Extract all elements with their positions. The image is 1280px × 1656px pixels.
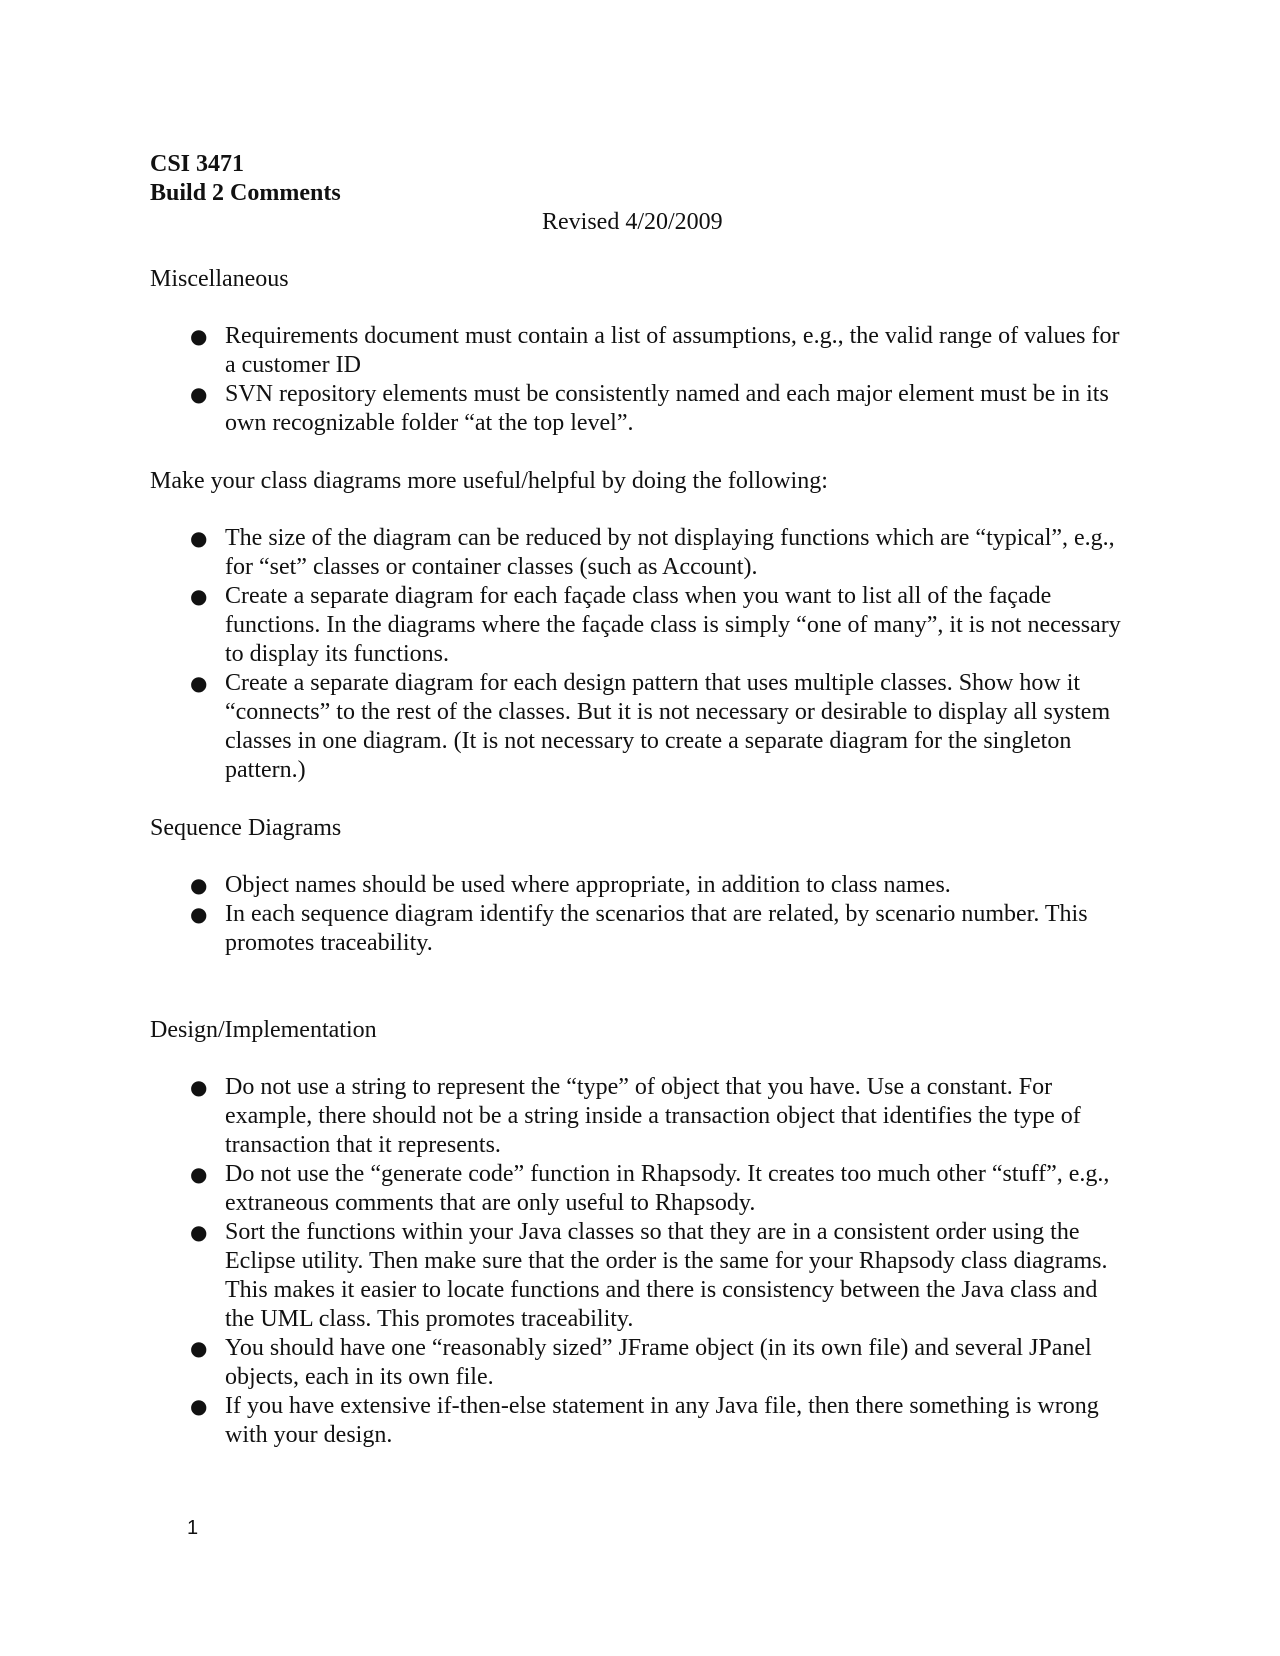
list-item xyxy=(150,524,1130,582)
list-item-text: Do not use the “generate code” function in Rhapsody. It creates too much other “stuff”, e.g., extraneous comments that are only useful to Rhapsody. xyxy=(225,1161,1110,1216)
bullet-icon: ● xyxy=(190,1220,208,1244)
section-heading-class-diagrams: Make your class diagrams more useful/helpful by doing the following: xyxy=(150,468,828,494)
list-item xyxy=(150,380,1130,438)
list-item-text: Requirements document must contain a list of assumptions, e.g., the valid range of values for a customer ID xyxy=(225,323,1120,378)
bullet-icon: ● xyxy=(190,1336,208,1360)
bullet-icon: ● xyxy=(190,382,208,406)
section-heading-design-implementation: Design/Implementation xyxy=(150,1017,377,1043)
bullet-icon: ● xyxy=(190,902,208,926)
list-item xyxy=(150,1218,1130,1334)
list-item-text: In each sequence diagram identify the scenarios that are related, by scenario number. This promotes traceability. xyxy=(225,901,1088,956)
bullet-icon: ● xyxy=(190,584,208,608)
page-number: 1 xyxy=(187,1517,199,1539)
list-item xyxy=(150,871,1130,900)
bullet-icon: ● xyxy=(190,1394,208,1418)
bullet-icon: ● xyxy=(190,324,208,348)
list-item xyxy=(150,669,1130,785)
revised-date: Revised 4/20/2009 xyxy=(542,209,723,235)
list-item xyxy=(150,1334,1130,1392)
list-item xyxy=(150,322,1130,380)
design-implementation-list xyxy=(150,1073,1130,1450)
list-item xyxy=(150,1073,1130,1160)
bullet-icon: ● xyxy=(190,526,208,550)
bullet-icon: ● xyxy=(190,873,208,897)
bullet-icon: ● xyxy=(190,1162,208,1186)
list-item-text: You should have one “reasonably sized” JFrame object (in its own file) and several JPanel objects, each in its own file. xyxy=(225,1335,1092,1390)
document-body xyxy=(150,150,1130,1450)
sequence-diagrams-list xyxy=(150,871,1130,958)
list-item-text: If you have extensive if-then-else statement in any Java file, then there something is wrong with your design. xyxy=(225,1393,1099,1448)
bullet-icon: ● xyxy=(190,671,208,695)
list-item xyxy=(150,1392,1130,1450)
list-item-text: The size of the diagram can be reduced by not displaying functions which are “typical”, e.g., for “set” classes or container classes (such as Account). xyxy=(225,525,1115,580)
list-item-text: Create a separate diagram for each design pattern that uses multiple classes. Show how it “connects” to the rest of the classes. But it is not necessary or desirable to display all system classes in one diagram. (It is not necessary to create a separate diagram for the singleton pattern.) xyxy=(225,670,1111,783)
document-title: Build 2 Comments xyxy=(150,180,341,206)
course-code: CSI 3471 xyxy=(150,151,245,177)
list-item-text: SVN repository elements must be consistently named and each major element must be in its own recognizable folder “at the top level”. xyxy=(225,381,1109,436)
class-diagrams-list xyxy=(150,524,1130,785)
list-item-text: Create a separate diagram for each façade class when you want to list all of the façade functions. In the diagrams where the façade class is simply “one of many”, it is not necessary to display its functions. xyxy=(225,583,1121,667)
list-item xyxy=(150,900,1130,958)
list-item xyxy=(150,582,1130,669)
miscellaneous-list xyxy=(150,322,1130,438)
bullet-icon: ● xyxy=(190,1075,208,1099)
list-item xyxy=(150,1160,1130,1218)
list-item-text: Do not use a string to represent the “type” of object that you have. Use a constant. For example, there should not be a string inside a transaction object that identifies the type of transaction that it represents. xyxy=(225,1074,1081,1158)
section-heading-miscellaneous: Miscellaneous xyxy=(150,266,289,292)
section-heading-sequence-diagrams: Sequence Diagrams xyxy=(150,815,342,841)
list-item-text: Object names should be used where appropriate, in addition to class names. xyxy=(225,872,951,898)
list-item-text: Sort the functions within your Java classes so that they are in a consistent order using the Eclipse utility. Then make sure that the order is the same for your Rhapsody class diagrams. This makes it easier to locate functions and there is consistency between the Java class and the UML class. This promotes traceability. xyxy=(225,1219,1108,1332)
